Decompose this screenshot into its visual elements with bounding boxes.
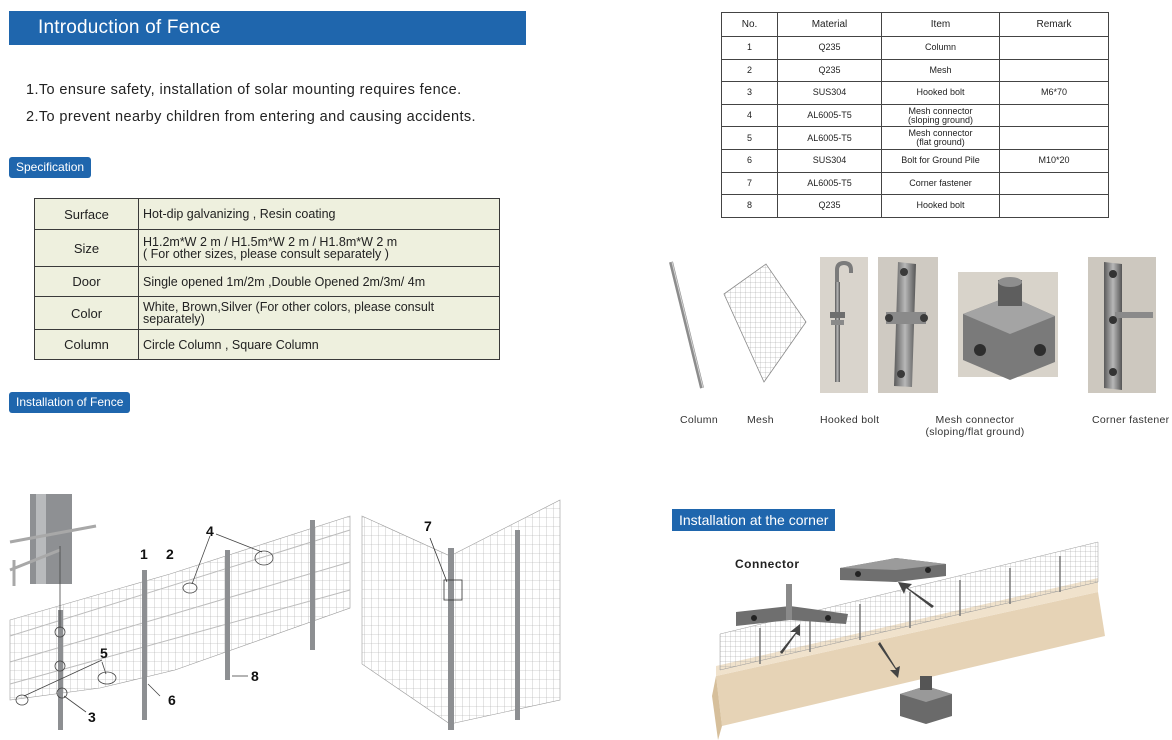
cell-item-line: Mesh connector [908,105,973,116]
cell-material: AL6005-T5 [778,104,882,127]
caption-mesh-connector-sub: (sloping/flat ground) [925,426,1025,438]
table-row [722,195,1109,218]
cell-remark [1000,59,1109,82]
spec-row [35,199,500,230]
spec-value: White, Brown,Silver (For other colors, please consult separately) [139,297,500,330]
table-row [722,82,1109,105]
table-row [722,127,1109,150]
post [142,570,147,720]
corner-installation-label: Installation at the corner [672,509,835,531]
spec-value-line: H1.2m*W 2 m / H1.5m*W 2 m / H1.8m*W 2 m [143,235,398,249]
cell-no: 5 [722,127,778,150]
caption-corner-fastener: Corner fastener [1092,414,1170,426]
spec-row [35,330,500,360]
table-row [722,172,1109,195]
caption-mesh-connector-line: Mesh connector [935,414,1015,426]
spec-row [35,267,500,297]
cell-no: 6 [722,149,778,172]
caption-column: Column [680,414,718,426]
cell-material: Q235 [778,195,882,218]
spec-value-note: ( For other sizes, please consult separately ) [143,247,389,261]
intro-line-2: 2.To prevent nearby children from entering and causing accidents. [26,109,476,125]
table-row [722,59,1109,82]
caption-hooked-bolt: Hooked bolt [820,414,880,426]
table-row [722,104,1109,127]
cell-item [882,104,1000,127]
cell-material: AL6005-T5 [778,127,882,150]
cell-item: Column [882,37,1000,60]
cell-remark: M10*20 [1000,149,1109,172]
intro-line-1: 1.To ensure safety, installation of solar mounting requires fence. [26,82,462,98]
cell-item-sub: (flat ground) [916,137,965,148]
spec-key: Size [35,230,139,267]
post [225,550,230,680]
spec-row [35,297,500,330]
cell-item-line: Mesh connector [908,128,973,139]
spec-value: Circle Column , Square Column [139,330,500,360]
cell-no: 8 [722,195,778,218]
cell-remark: M6*70 [1000,82,1109,105]
spec-key: Color [35,297,139,330]
connector-label: Connector [735,557,800,571]
table-row [722,37,1109,60]
callout-4: 4 [206,523,214,539]
installation-label: Installation of Fence [9,392,130,413]
cell-material: SUS304 [778,82,882,105]
parts-header: Remark [1000,13,1109,37]
connector-piece-middle [736,584,848,626]
cell-item: Hooked bolt [882,195,1000,218]
parts-header: Material [778,13,882,37]
cell-material: SUS304 [778,149,882,172]
cell-item-sub: (sloping ground) [907,114,974,125]
parts-header-row [722,13,1109,37]
spec-value-line: Hot-dip galvanizing , Resin coating [143,207,336,221]
spec-value [139,199,500,230]
spec-row [35,230,500,267]
corner-fence-illustration [362,500,560,730]
spec-key: Surface [35,199,139,230]
spec-value [139,230,500,267]
hooked-bolt-photo [820,257,868,393]
cell-material: Q235 [778,37,882,60]
callout-7: 7 [424,518,432,534]
mesh-photo [724,264,806,382]
table-row [722,149,1109,172]
mesh-connector-block-photo [958,272,1058,380]
cell-no: 7 [722,172,778,195]
cell-item: Hooked bolt [882,82,1000,105]
post [58,610,63,730]
page-title: Introduction of Fence [9,11,526,45]
caption-mesh-connector [905,414,1045,438]
cell-remark [1000,37,1109,60]
callout-3: 3 [88,709,96,725]
cell-item: Bolt for Ground Pile [882,149,1000,172]
cell-item [882,127,1000,150]
post [310,520,315,650]
cell-remark [1000,195,1109,218]
connector-piece-block [900,676,952,724]
parts-photos [660,252,1172,402]
mesh-connector-photo [878,257,938,393]
cell-no: 1 [722,37,778,60]
callout-1: 1 [140,546,148,562]
cell-no: 2 [722,59,778,82]
installation-diagram [0,490,570,740]
cell-no: 3 [722,82,778,105]
callout-2: 2 [166,546,174,562]
specification-label: Specification [9,157,91,178]
parts-header: Item [882,13,1000,37]
cell-material: AL6005-T5 [778,172,882,195]
cell-remark [1000,104,1109,127]
callout-5: 5 [100,645,108,661]
spec-key: Door [35,267,139,297]
spec-value: Single opened 1m/2m ,Double Opened 2m/3m/ 4m [139,267,500,297]
cell-material: Q235 [778,59,882,82]
corner-fastener-photo [1088,257,1156,393]
cell-item: Corner fastener [882,172,1000,195]
callout-6: 6 [168,692,176,708]
cell-item: Mesh [882,59,1000,82]
spec-key: Column [35,330,139,360]
parts-table [721,12,1109,218]
caption-mesh: Mesh [747,414,774,426]
cell-remark [1000,127,1109,150]
connector-piece-top [840,558,946,582]
cell-remark [1000,172,1109,195]
cell-no: 4 [722,104,778,127]
parts-header: No. [722,13,778,37]
callout-8: 8 [251,668,259,684]
specification-table [34,198,500,360]
column-photo [671,262,703,388]
